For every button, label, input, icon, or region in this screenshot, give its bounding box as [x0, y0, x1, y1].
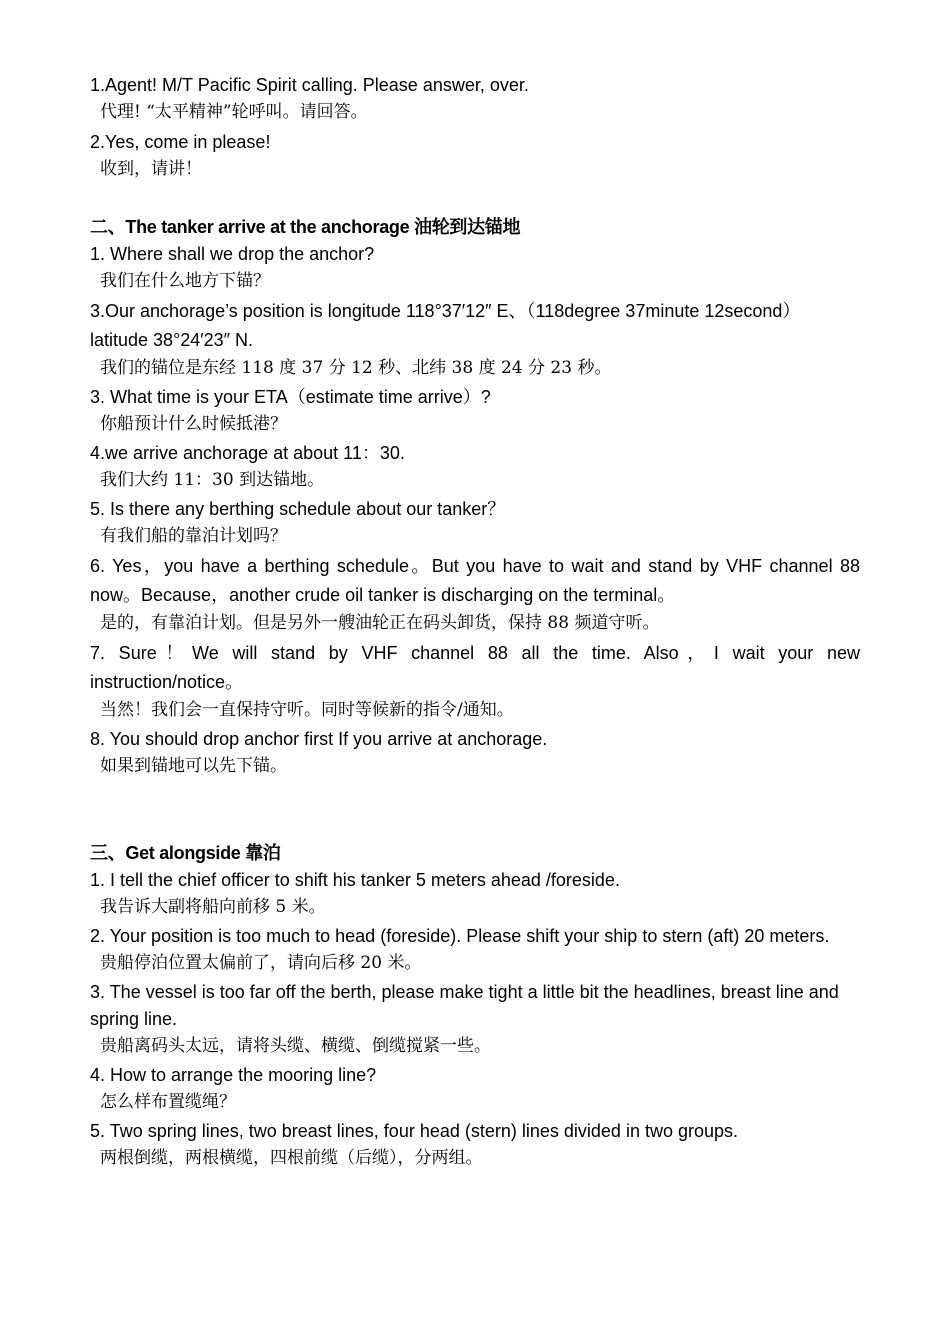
intro-zh-1: 代理! “太平精神”轮呼叫。请回答。 — [100, 102, 368, 122]
item-en: 2. Your position is too much to head (foreside). Please shift your ship to stern (aft) 20 meters. — [90, 926, 830, 946]
list-item — [90, 979, 860, 1060]
section-anchorage-heading: 二、The tanker arrive at the anchorage 油轮到达锚地 — [90, 217, 521, 237]
item-en: 3.Our anchorage’s position is longitude 118°37′12″ E、（118degree 37minute 12second） latitude 38°24′23″ N. — [90, 301, 801, 350]
item-en: 6. Yes，you have a berthing schedule。But you have to wait and stand by VHF channel 88 now。Because，another crude oil tanker is discharging on the terminal。 — [90, 556, 860, 605]
list-item — [90, 297, 860, 382]
list-item — [90, 726, 860, 780]
list-item — [90, 384, 860, 438]
item-en: 4. How to arrange the mooring line? — [90, 1065, 377, 1085]
item-zh: 贵船停泊位置太偏前了，请向后移 20 米。 — [100, 953, 422, 973]
item-zh: 我告诉大副将船向前移 5 米。 — [100, 897, 326, 917]
item-en: 5. Two spring lines, two breast lines, four head (stern) lines divided in two groups. — [90, 1121, 738, 1141]
list-item — [90, 496, 860, 550]
section-anchorage — [90, 214, 860, 780]
item-zh: 怎么样布置缆绳？ — [100, 1092, 236, 1112]
intro-en-2: 2.Yes, come in please! — [90, 132, 271, 152]
item-en: 1. I tell the chief officer to shift his tanker 5 meters ahead /foreside. — [90, 870, 620, 890]
list-item — [90, 923, 860, 977]
item-zh: 贵船离码头太远，请将头缆、横缆、倒缆搅紧一些。 — [100, 1036, 491, 1056]
item-zh: 我们大约 11：30 到达锚地。 — [100, 470, 325, 490]
list-item — [90, 1118, 860, 1172]
item-en: 8. You should drop anchor first If you arrive at anchorage. — [90, 729, 548, 749]
item-en: 7. Sure！We will stand by VHF channel 88 all the time. Also，I wait your new instruction/notice。 — [90, 643, 860, 692]
section-alongside-heading: 三、Get alongside 靠泊 — [90, 843, 281, 863]
item-en: 4.we arrive anchorage at about 11：30. — [90, 443, 405, 463]
item-zh: 你船预计什么时候抵港？ — [100, 414, 287, 434]
intro-block — [90, 72, 860, 183]
intro-zh-2: 收到，请讲！ — [100, 159, 202, 179]
list-item — [90, 552, 860, 637]
list-item — [90, 1062, 860, 1116]
section-alongside — [90, 840, 860, 1172]
list-item — [90, 241, 860, 295]
item-zh: 我们的锚位是东经 118 度 37 分 12 秒、北纬 38 度 24 分 23 秒。 — [100, 358, 612, 378]
list-item — [90, 440, 860, 494]
item-zh: 我们在什么地方下锚？ — [100, 271, 270, 291]
item-zh: 如果到锚地可以先下锚。 — [100, 756, 287, 776]
item-en: 3. The vessel is too far off the berth, please make tight a little bit the headlines, breast line and spring line. — [90, 982, 839, 1029]
item-zh: 当然！我们会一直保持守听。同时等候新的指令/通知。 — [100, 700, 514, 720]
intro-en-1: 1.Agent! M/T Pacific Spirit calling. Please answer, over. — [90, 75, 529, 95]
item-zh: 是的，有靠泊计划。但是另外一艘油轮正在码头卸货，保持 88 频道守听。 — [100, 613, 660, 633]
item-zh: 有我们船的靠泊计划吗？ — [100, 526, 287, 546]
item-en: 1. Where shall we drop the anchor? — [90, 244, 375, 264]
item-zh: 两根倒缆，两根横缆，四根前缆（后缆），分两组。 — [100, 1148, 483, 1168]
item-en: 5. Is there any berthing schedule about our tanker？ — [90, 499, 506, 519]
document-page — [90, 72, 860, 1174]
list-item — [90, 867, 860, 921]
item-en: 3. What time is your ETA（estimate time arrive）? — [90, 387, 491, 407]
list-item — [90, 639, 860, 724]
